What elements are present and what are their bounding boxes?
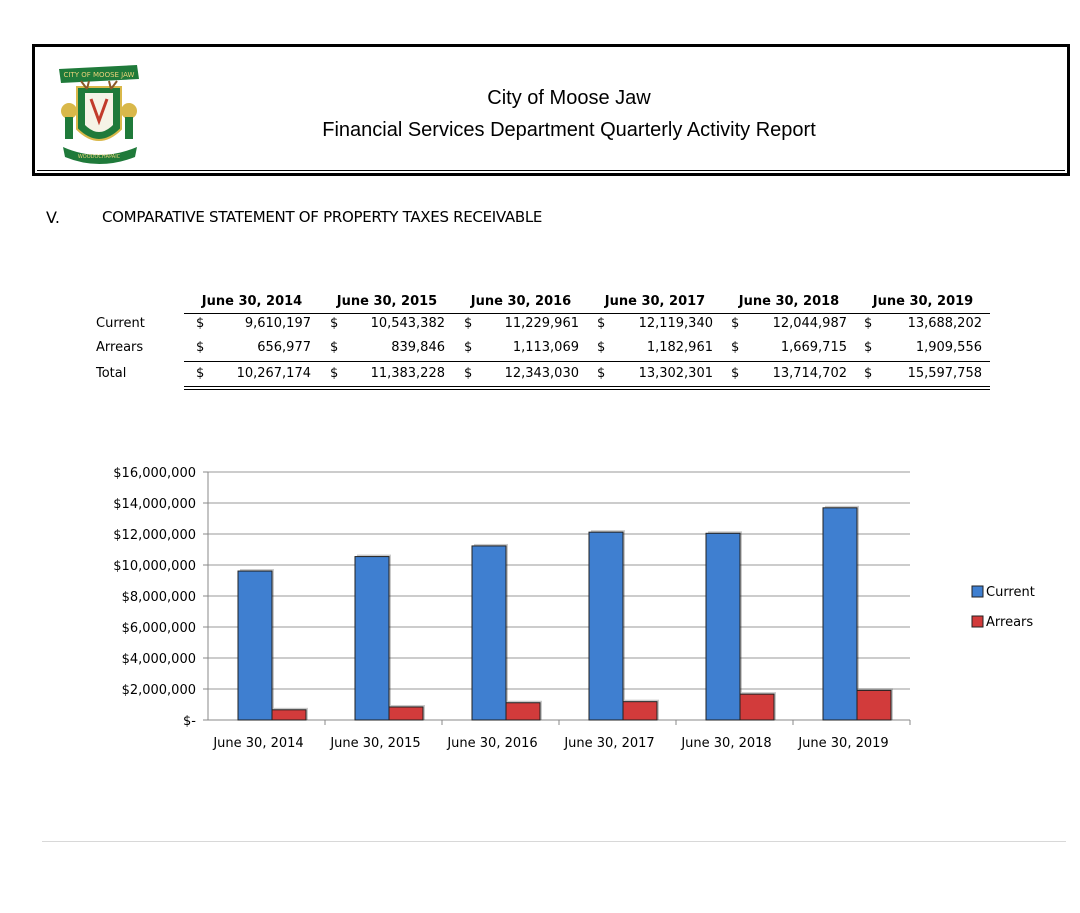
report-city-title: City of Moose Jaw — [487, 87, 651, 109]
table-currency-symbol: $ — [464, 316, 473, 331]
total-double-rule — [184, 389, 990, 390]
table-currency-symbol: $ — [196, 340, 205, 355]
table-currency-symbol: $ — [864, 316, 873, 331]
bar-arrears — [623, 702, 657, 720]
y-tick-label: $4,000,000 — [121, 652, 196, 667]
report-subtitle: Financial Services Department Quarterly Activity Report — [322, 119, 816, 141]
table-cell: 11,383,228 — [370, 366, 445, 381]
footer-divider — [42, 841, 1066, 842]
x-tick-label: June 30, 2018 — [681, 736, 772, 751]
table-currency-symbol: $ — [731, 340, 740, 355]
city-crest-logo — [57, 59, 141, 165]
table-currency-symbol: $ — [864, 340, 873, 355]
table-column-header: June 30, 2014 — [201, 294, 303, 309]
y-tick-label: $2,000,000 — [121, 683, 196, 698]
table-currency-symbol: $ — [330, 366, 339, 381]
table-row-label: Arrears — [96, 340, 144, 355]
table-currency-symbol: $ — [464, 366, 473, 381]
bar-arrears — [272, 710, 306, 720]
y-tick-label: $12,000,000 — [113, 528, 196, 543]
x-tick-label: June 30, 2014 — [213, 736, 304, 751]
table-cell: 12,044,987 — [772, 316, 847, 331]
bar-current — [238, 571, 272, 720]
bar-current — [472, 546, 506, 720]
table-cell: 656,977 — [257, 340, 311, 355]
crest-banner-text: CITY OF MOOSE JAW — [63, 71, 135, 79]
table-cell: 10,543,382 — [370, 316, 445, 331]
bar-current — [706, 533, 740, 720]
bar-arrears — [740, 694, 774, 720]
table-cell: 12,119,340 — [638, 316, 713, 331]
x-tick-label: June 30, 2017 — [564, 736, 655, 751]
table-cell: 10,267,174 — [236, 366, 311, 381]
table-column-header: June 30, 2017 — [604, 294, 706, 309]
table-currency-symbol: $ — [597, 316, 606, 331]
table-currency-symbol: $ — [196, 366, 205, 381]
bar-arrears — [857, 690, 891, 720]
bar-current — [355, 557, 389, 720]
table-cell: 1,909,556 — [915, 340, 982, 355]
y-tick-label: $10,000,000 — [113, 559, 196, 574]
report-header — [32, 44, 1070, 176]
table-currency-symbol: $ — [464, 340, 473, 355]
legend-swatch — [972, 586, 983, 597]
table-currency-symbol: $ — [196, 316, 205, 331]
x-tick-label: June 30, 2016 — [447, 736, 538, 751]
total-double-rule — [184, 386, 990, 387]
table-column-header: June 30, 2019 — [872, 294, 974, 309]
table-row-label: Current — [96, 316, 145, 331]
table-currency-symbol: $ — [330, 340, 339, 355]
header-underline — [184, 313, 990, 314]
table-cell: 839,846 — [391, 340, 445, 355]
x-tick-label: June 30, 2019 — [798, 736, 889, 751]
y-tick-label: $- — [183, 714, 196, 729]
legend-label: Current — [986, 585, 1035, 600]
y-tick-label: $8,000,000 — [121, 590, 196, 605]
y-tick-label: $16,000,000 — [113, 466, 196, 481]
bar-arrears — [506, 703, 540, 720]
legend-label: Arrears — [986, 615, 1034, 630]
table-cell: 13,688,202 — [907, 316, 982, 331]
table-cell: 13,714,702 — [772, 366, 847, 381]
table-cell: 1,669,715 — [780, 340, 847, 355]
table-currency-symbol: $ — [330, 316, 339, 331]
table-row-label: Total — [96, 366, 127, 381]
subtotal-rule — [184, 361, 990, 362]
x-tick-label: June 30, 2015 — [330, 736, 421, 751]
table-cell: 13,302,301 — [638, 366, 713, 381]
table-column-header: June 30, 2016 — [470, 294, 572, 309]
bar-current — [589, 532, 623, 720]
legend-swatch — [972, 616, 983, 627]
y-tick-label: $6,000,000 — [121, 621, 196, 636]
crest-motto-text: WOODOCHAPAIC — [77, 154, 121, 160]
table-currency-symbol: $ — [731, 316, 740, 331]
table-cell: 12,343,030 — [504, 366, 579, 381]
table-currency-symbol: $ — [731, 366, 740, 381]
table-currency-symbol: $ — [864, 366, 873, 381]
receivable-bar-chart — [0, 440, 1080, 760]
table-currency-symbol: $ — [597, 340, 606, 355]
table-column-header: June 30, 2015 — [336, 294, 438, 309]
table-cell: 1,113,069 — [512, 340, 579, 355]
bar-current — [823, 508, 857, 720]
table-cell: 9,610,197 — [244, 316, 311, 331]
y-tick-label: $14,000,000 — [113, 497, 196, 512]
table-cell: 15,597,758 — [907, 366, 982, 381]
table-cell: 1,182,961 — [646, 340, 713, 355]
section-number: V. — [46, 208, 60, 227]
table-currency-symbol: $ — [597, 366, 606, 381]
table-column-header: June 30, 2018 — [738, 294, 840, 309]
bar-arrears — [389, 707, 423, 720]
table-cell: 11,229,961 — [504, 316, 579, 331]
section-title: COMPARATIVE STATEMENT OF PROPERTY TAXES RECEIVABLE — [102, 208, 543, 226]
